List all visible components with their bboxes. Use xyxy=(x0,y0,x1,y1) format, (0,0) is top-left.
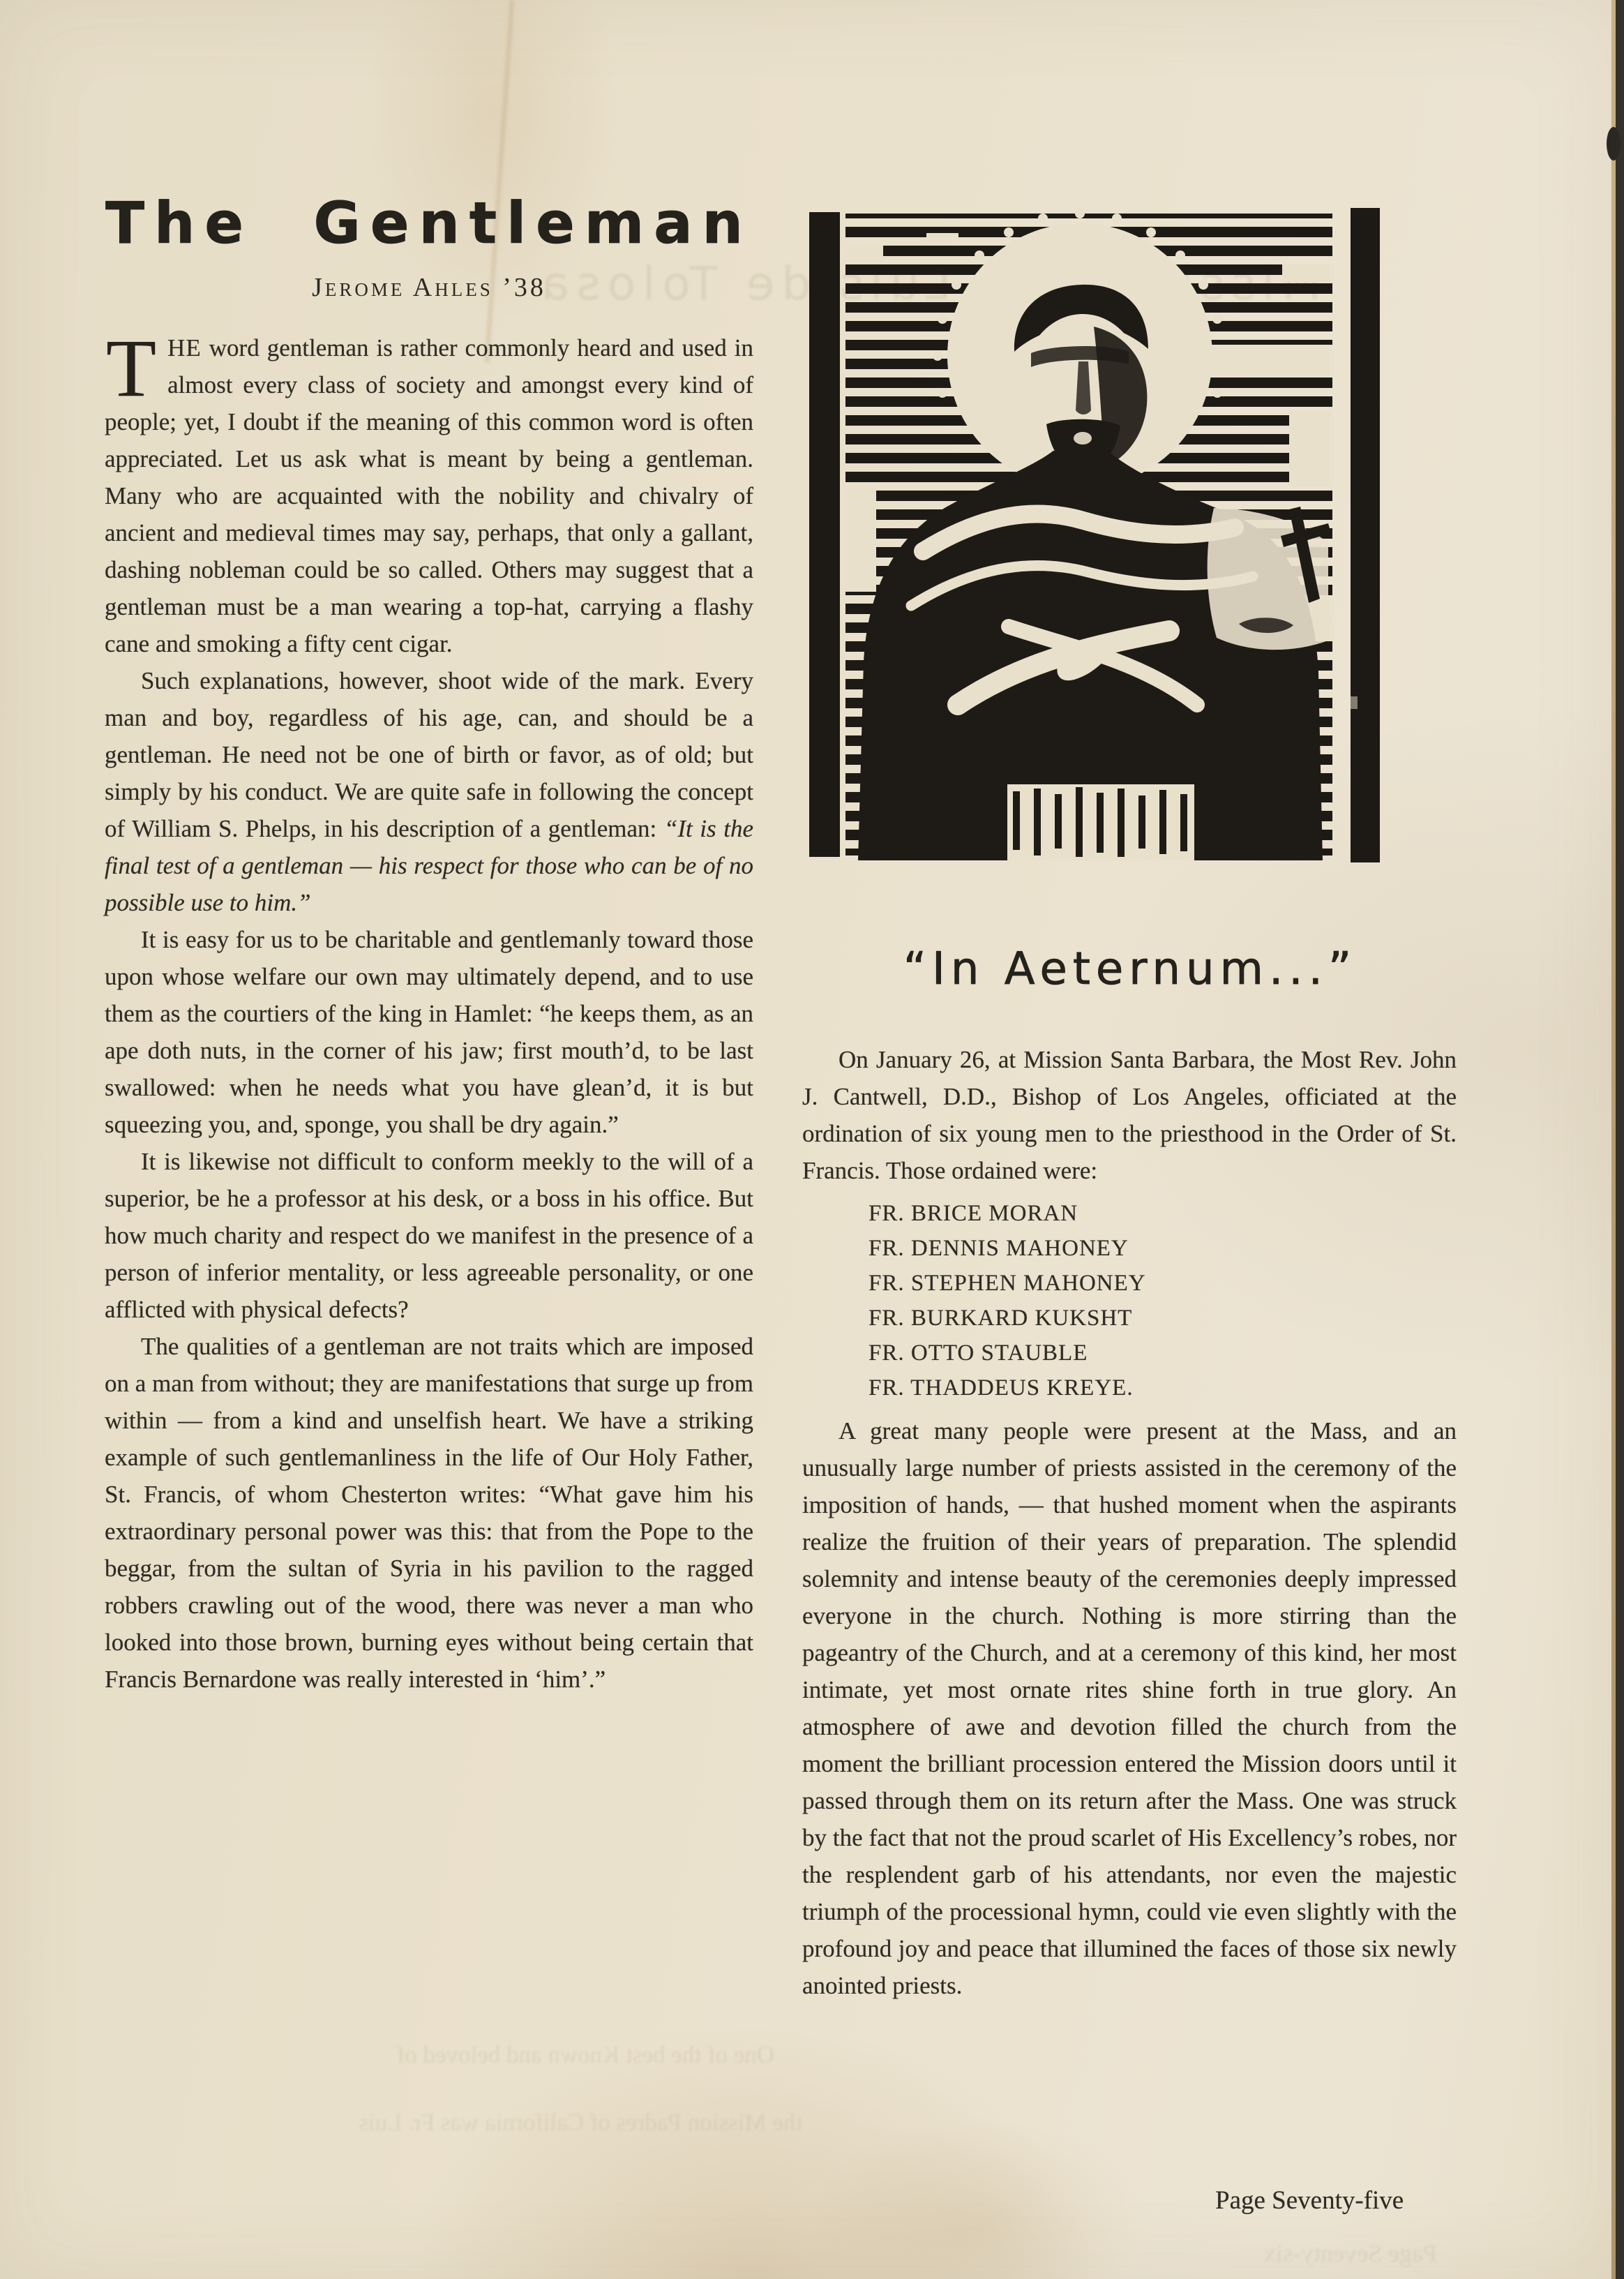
body-paragraph xyxy=(105,322,753,662)
ordained-priests-list xyxy=(802,1196,1457,1405)
body-paragraph: The qualities of a gentleman are not traits which are imposed on a man from without; they are manifestations that surge up from within — from a kind and unselfish heart. We have a striking example of such gentlemanliness in the life of Our Holy Father, St. Francis, of whom Chesterton writes: “What gave him his extraordinary personal power was this: that from the Pope to the beggar, from the sultan of Syria in his pavilion to the ragged robbers crawling out of the wood, there was never a man who looked into those brown, burning eyes without being certain that Francis Bernardone was really interested in ‘him’.” xyxy=(105,1333,753,1694)
body-paragraph: On January 26, at Mission Santa Barbara, the Most Rev. John J. Cantwell, D.D., Bishop of Los Angeles, officiated at the ordination of six young men to the priesthood in the Order of St. Francis. Those ordained were: xyxy=(802,1046,1457,1184)
scan-edge-blemish xyxy=(1607,127,1621,160)
left-article xyxy=(105,176,753,1698)
scan-background-edge xyxy=(1616,0,1624,2279)
body-paragraph: A great many people were present at the Mass, and an unusually large number of priests assisted in the ceremony of the imposition of hands, — that hushed moment when the aspirants realize the fruition of their years of preparation. The splendid solemnity and intense beauty of the ceremonies deeply impressed everyone in the church. Nothing is more stirring than the pageantry of the Church, and at a ceremony of this kind, her most intimate, yet most ornate rites shine forth in true glory. An atmosphere of awe and devotion filled the church from the moment the brilliant procession entered the Mission doors until it passed through them on its return after the Mass. One was struck by the fact that not the proud scarlet of His Excellency’s robes, nor the resplendent garb of his attendants, nor even the majestic triumph of the processional hymn, could vie even slightly with the profound joy and peace that illumined the faces of those six newly anointed priests. xyxy=(802,1417,1457,1999)
ordained-name-row: FR. BURKARD KUKSHT xyxy=(869,1306,1133,1331)
ordained-name-row: FR. DENNIS MAHONEY xyxy=(869,1236,1129,1261)
ordained-name-row: FR. OTTO STAUBLE xyxy=(869,1340,1088,1366)
article-body xyxy=(105,322,753,1698)
italic-quotation: “It is the final test of a gentleman — his respect for those who can be of no possible use to him.” xyxy=(105,815,753,917)
bleedthrough-page-number: Page Seventy-six xyxy=(1263,2239,1437,2267)
body-paragraph: It is likewise not difficult to conform meekly to the will of a superior, be he a professor at his desk, or a boss in his office. But how much charity and respect do we manifest in the presence of a person of inferior mentality, or less agreeable personality, or one afflicted with physical defects? xyxy=(105,1148,753,1324)
ordained-name-row: FR. BRICE MORAN xyxy=(869,1201,1078,1226)
article-title-the-gentleman: The Gentleman xyxy=(105,190,753,257)
bleedthrough-line: One of the best Known and beloved of xyxy=(396,2041,774,2068)
st-francis-woodcut-icon xyxy=(801,208,1388,867)
bleedthrough-heading: de Tolosa xyxy=(534,257,811,311)
lead-capitals: HE xyxy=(167,334,202,362)
byline: Jerome Ahles ’38 xyxy=(312,273,546,303)
ordained-name-row: FR. STEPHEN MAHONEY xyxy=(869,1271,1146,1296)
st-francis-woodcut-figure xyxy=(801,208,1388,867)
body-paragraph: It is easy for us to be charitable and gentlemanly toward those upon whose welfare our own may ultimately depend, and to use them as the courtiers of the king in Hamlet: “he keeps them, as an ape doth nuts, in the corner of his jaw; first mouth’d, to be last swallowed: when he needs what you have glean’d, it is but squeezing you, and, sponge, you shall be dry again.” xyxy=(105,926,753,1139)
paragraph-text: word gentleman is rather commonly heard and used in almost every class of society and amongst every kind of people; yet, I doubt if the meaning of this common word is often appreciated. Let us ask what is meant by being a gentleman. Many who are acquainted with the nobility and chivalry of ancient and medieval times may say, perhaps, that only a gallant, dashing nobleman could be so called. Others may suggest that a gentleman must be a man wearing a top-hat, carrying a flashy cane and smoking a fifty cent cigar. xyxy=(105,334,753,658)
bleedthrough-line: the Mission Padres of California was Fr. Luis xyxy=(359,2109,802,2136)
body-paragraph xyxy=(105,662,753,921)
right-article xyxy=(802,1041,1457,2004)
article-title-in-aeternum: “In Aeternum...” xyxy=(903,943,1358,995)
drop-cap: T xyxy=(106,322,157,414)
ordained-name-row: FR. THADDEUS KREYE. xyxy=(869,1375,1134,1400)
paragraph-text: Such explanations, however, shoot wide of the mark. Every man and boy, regardless of his age, can, and should be a gentleman. He need not be one of birth or favor, as of old; but simply by his conduct. We are quite safe in following the concept of William S. Phelps, in his description of a gentleman: xyxy=(105,667,753,843)
page-number: Page Seventy-five xyxy=(1215,2186,1404,2215)
